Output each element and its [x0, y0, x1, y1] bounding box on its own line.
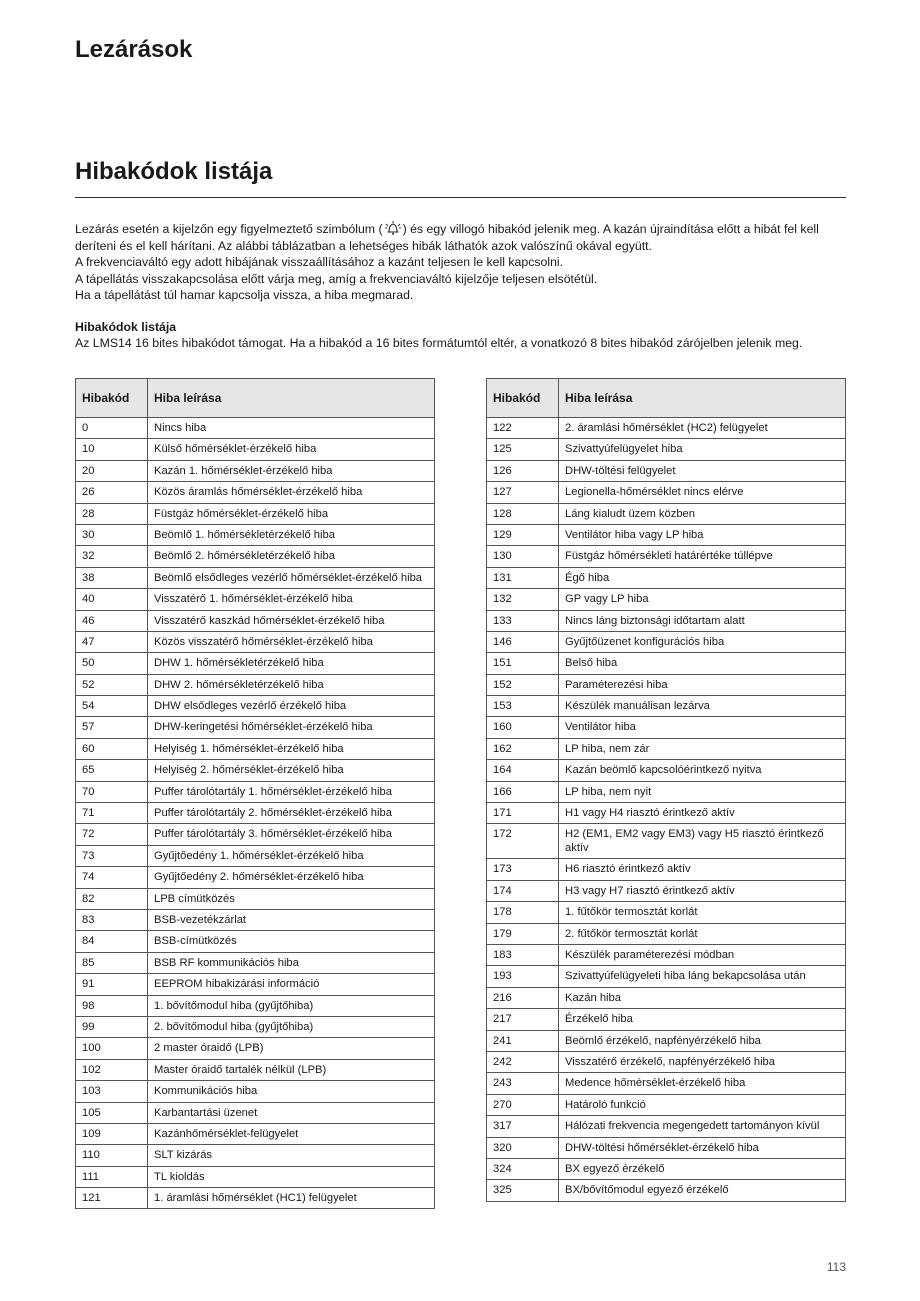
error-description-cell: LPB címütközés [148, 888, 435, 909]
error-description-cell: Nincs hiba [148, 418, 435, 439]
error-code-cell: 109 [76, 1123, 148, 1144]
table-row [487, 803, 846, 824]
error-code-cell: 98 [76, 995, 148, 1016]
error-description-cell: Füstgáz hőmérsékleti határértéke túllépve [559, 546, 846, 567]
error-description-cell: DHW-keringetési hőmérséklet-érzékelő hiba [148, 717, 435, 738]
error-description-cell: Visszatérő érzékelő, napfényérzékelő hiba [559, 1051, 846, 1072]
error-code-cell: 241 [487, 1030, 559, 1051]
list-description: Az LMS14 16 bites hibakódot támogat. Ha a hibakód a 16 bites formátumtól eltér, a vonatkozó 8 bites hibakód zárójelben jelenik meg. [75, 336, 803, 350]
error-description-cell: 2. áramlási hőmérséklet (HC2) felügyelet [559, 418, 846, 439]
error-code-cell: 160 [487, 717, 559, 738]
error-description-cell: Kommunikációs hiba [148, 1081, 435, 1102]
error-description-cell: Gyűjtőedény 2. hőmérséklet-érzékelő hiba [148, 867, 435, 888]
table-row [76, 1145, 435, 1166]
error-code-cell: 54 [76, 696, 148, 717]
error-description-cell: DHW 2. hőmérsékletérzékelő hiba [148, 674, 435, 695]
table-row [487, 944, 846, 965]
table-row [76, 439, 435, 460]
error-code-cell: 270 [487, 1094, 559, 1115]
column-header-code: Hibakód [487, 379, 559, 418]
error-description-cell: EEPROM hibakizárási információ [148, 974, 435, 995]
error-description-cell: LP hiba, nem nyit [559, 781, 846, 802]
table-row [76, 845, 435, 866]
table-row [487, 1180, 846, 1201]
error-code-cell: 71 [76, 803, 148, 824]
error-description-cell: 2. bővítőmodul hiba (gyűjtőhiba) [148, 1016, 435, 1037]
error-description-cell: Master óraidő tartalék nélkül (LPB) [148, 1059, 435, 1080]
table-row [487, 923, 846, 944]
error-code-cell: 102 [76, 1059, 148, 1080]
column-header-description: Hiba leírása [148, 379, 435, 418]
error-description-cell: DHW elsődleges vezérlő érzékelő hiba [148, 696, 435, 717]
error-description-cell: Közös visszatérő hőmérséklet-érzékelő hiba [148, 631, 435, 652]
table-row [487, 418, 846, 439]
error-description-cell: H1 vagy H4 riasztó érintkező aktív [559, 803, 846, 824]
table-row [487, 1158, 846, 1179]
table-row [487, 1073, 846, 1094]
intro-text-b: ) és egy villogó hibakód jelenik meg. A kazán újraindítása előtt a hibát fel kell deríteni és el kell hárítani. Az alábbi táblázatban a lehetséges hibák láthatók azok valószínű okával együtt. [75, 222, 819, 253]
table-row [76, 653, 435, 674]
error-code-cell: 152 [487, 674, 559, 695]
error-description-cell: Égő hiba [559, 567, 846, 588]
error-code-cell: 28 [76, 503, 148, 524]
error-code-cell: 133 [487, 610, 559, 631]
table-row [76, 460, 435, 481]
error-code-cell: 103 [76, 1081, 148, 1102]
error-code-cell: 70 [76, 781, 148, 802]
error-code-cell: 57 [76, 717, 148, 738]
table-row [76, 738, 435, 759]
error-code-table-left [75, 378, 435, 1209]
error-code-cell: 174 [487, 880, 559, 901]
error-description-cell: 2 master óraidő (LPB) [148, 1038, 435, 1059]
error-code-cell: 324 [487, 1158, 559, 1179]
table-row [487, 524, 846, 545]
table-row [76, 503, 435, 524]
error-description-cell: H6 riasztó érintkező aktív [559, 859, 846, 880]
error-description-cell: Készülék paraméterezési módban [559, 944, 846, 965]
error-code-cell: 32 [76, 546, 148, 567]
error-description-cell: Külső hőmérséklet-érzékelő hiba [148, 439, 435, 460]
error-description-cell: Készülék manuálisan lezárva [559, 696, 846, 717]
error-code-cell: 74 [76, 867, 148, 888]
table-row [76, 610, 435, 631]
alarm-bell-icon [383, 221, 403, 235]
error-description-cell: Kazán hiba [559, 987, 846, 1008]
error-description-cell: DHW-töltési hőmérséklet-érzékelő hiba [559, 1137, 846, 1158]
error-description-cell: Közös áramlás hőmérséklet-érzékelő hiba [148, 482, 435, 503]
table-row [487, 567, 846, 588]
error-code-cell: 171 [487, 803, 559, 824]
error-code-cell: 162 [487, 738, 559, 759]
error-description-cell: Belső hiba [559, 653, 846, 674]
column-header-description: Hiba leírása [559, 379, 846, 418]
error-description-cell: Gyűjtőedény 1. hőmérséklet-érzékelő hiba [148, 845, 435, 866]
error-code-cell: 105 [76, 1102, 148, 1123]
error-code-cell: 193 [487, 966, 559, 987]
table-row [76, 1016, 435, 1037]
table-row [76, 995, 435, 1016]
error-description-cell: Kazánhőmérséklet-felügyelet [148, 1123, 435, 1144]
error-code-cell: 110 [76, 1145, 148, 1166]
table-row [487, 610, 846, 631]
error-code-cell: 82 [76, 888, 148, 909]
error-description-cell: H3 vagy H7 riasztó érintkező aktív [559, 880, 846, 901]
table-row [487, 902, 846, 923]
error-description-cell: Legionella-hőmérséklet nincs elérve [559, 482, 846, 503]
error-description-cell: 1. bővítőmodul hiba (gyűjtőhiba) [148, 995, 435, 1016]
error-code-cell: 47 [76, 631, 148, 652]
error-code-cell: 125 [487, 439, 559, 460]
table-body-left [76, 418, 435, 1209]
error-description-cell: H2 (EM1, EM2 vagy EM3) vagy H5 riasztó érintkező aktív [559, 824, 846, 859]
error-code-table-right [486, 378, 846, 1202]
table-row [487, 1094, 846, 1115]
table-row [76, 931, 435, 952]
error-code-cell: 178 [487, 902, 559, 923]
table-row [76, 524, 435, 545]
error-code-cell: 10 [76, 439, 148, 460]
error-code-cell: 111 [76, 1166, 148, 1187]
error-description-cell: 1. fűtőkör termosztát korlát [559, 902, 846, 923]
error-description-cell: Karbantartási üzenet [148, 1102, 435, 1123]
table-row [487, 760, 846, 781]
error-description-cell: Beömlő 2. hőmérsékletérzékelő hiba [148, 546, 435, 567]
table-row [76, 1081, 435, 1102]
page-number: 113 [826, 1260, 846, 1274]
error-code-cell: 52 [76, 674, 148, 695]
table-row [487, 460, 846, 481]
error-code-cell: 84 [76, 931, 148, 952]
error-description-cell: LP hiba, nem zár [559, 738, 846, 759]
table-row [487, 859, 846, 880]
error-code-cell: 146 [487, 631, 559, 652]
error-code-cell: 131 [487, 567, 559, 588]
error-code-cell: 183 [487, 944, 559, 965]
error-code-cell: 317 [487, 1116, 559, 1137]
table-row [76, 1123, 435, 1144]
table-row [487, 674, 846, 695]
intro-text [75, 221, 846, 304]
error-code-cell: 73 [76, 845, 148, 866]
intro-paragraph-2: A frekvenciaváltó egy adott hibájának visszaállításához a kazánt teljesen le kell kapcsolni. [75, 255, 564, 269]
list-section [75, 319, 846, 351]
error-description-cell: BSB RF kommunikációs hiba [148, 952, 435, 973]
error-description-cell: Beömlő elsődleges vezérlő hőmérséklet-érzékelő hiba [148, 567, 435, 588]
error-description-cell: Beömlő érzékelő, napfényérzékelő hiba [559, 1030, 846, 1051]
error-description-cell: DHW 1. hőmérsékletérzékelő hiba [148, 653, 435, 674]
table-row [487, 1051, 846, 1072]
table-row [487, 696, 846, 717]
error-description-cell: Hálózati frekvencia megengedett tartományon kívül [559, 1116, 846, 1137]
table-row [76, 867, 435, 888]
table-row [76, 418, 435, 439]
table-row [487, 824, 846, 859]
table-row [76, 824, 435, 845]
error-code-cell: 153 [487, 696, 559, 717]
error-description-cell: Helyiség 2. hőmérséklet-érzékelő hiba [148, 760, 435, 781]
error-description-cell: Beömlő 1. hőmérsékletérzékelő hiba [148, 524, 435, 545]
error-description-cell: Puffer tárolótartály 3. hőmérséklet-érzékelő hiba [148, 824, 435, 845]
error-code-cell: 0 [76, 418, 148, 439]
error-code-cell: 132 [487, 589, 559, 610]
error-description-cell: SLT kizárás [148, 1145, 435, 1166]
table-row [487, 987, 846, 1008]
table-row [76, 909, 435, 930]
column-header-code: Hibakód [76, 379, 148, 418]
table-row [76, 803, 435, 824]
table-row [487, 546, 846, 567]
table-row [487, 631, 846, 652]
table-row [76, 631, 435, 652]
error-description-cell: Visszatérő kaszkád hőmérséklet-érzékelő hiba [148, 610, 435, 631]
table-row [487, 1116, 846, 1137]
error-code-cell: 91 [76, 974, 148, 995]
error-code-cell: 83 [76, 909, 148, 930]
table-row [76, 952, 435, 973]
error-description-cell: Láng kialudt üzem közben [559, 503, 846, 524]
error-description-cell: Ventilátor hiba vagy LP hiba [559, 524, 846, 545]
error-code-cell: 50 [76, 653, 148, 674]
table-row [487, 589, 846, 610]
table-row [487, 966, 846, 987]
error-code-cell: 30 [76, 524, 148, 545]
table-row [76, 760, 435, 781]
error-code-cell: 172 [487, 824, 559, 859]
error-code-cell: 85 [76, 952, 148, 973]
error-description-cell: TL kioldás [148, 1166, 435, 1187]
error-description-cell: BSB-vezetékzárlat [148, 909, 435, 930]
error-code-cell: 72 [76, 824, 148, 845]
table-body-right [487, 418, 846, 1202]
table-row [487, 880, 846, 901]
error-code-cell: 46 [76, 610, 148, 631]
table-row [76, 696, 435, 717]
table-header-row [487, 379, 846, 418]
error-description-cell: Szivattyúfelügyeleti hiba láng bekapcsolása után [559, 966, 846, 987]
error-description-cell: BSB-címütközés [148, 931, 435, 952]
error-code-cell: 122 [487, 418, 559, 439]
error-code-cell: 151 [487, 653, 559, 674]
error-code-cell: 325 [487, 1180, 559, 1201]
table-row [76, 589, 435, 610]
table-row [487, 738, 846, 759]
table-row [76, 1166, 435, 1187]
table-row [487, 781, 846, 802]
section-title: Lezárások [75, 36, 193, 63]
error-description-cell: Visszatérő 1. hőmérséklet-érzékelő hiba [148, 589, 435, 610]
table-row [76, 781, 435, 802]
error-description-cell: Nincs láng biztonsági időtartam alatt [559, 610, 846, 631]
title-divider [75, 197, 846, 198]
table-row [487, 503, 846, 524]
error-description-cell: Ventilátor hiba [559, 717, 846, 738]
table-header-row [76, 379, 435, 418]
error-code-cell: 217 [487, 1009, 559, 1030]
error-code-cell: 99 [76, 1016, 148, 1037]
error-code-cell: 65 [76, 760, 148, 781]
error-description-cell: 2. fűtőkör termosztát korlát [559, 923, 846, 944]
table-row [76, 888, 435, 909]
error-description-cell: Gyűjtőüzenet konfigurációs hiba [559, 631, 846, 652]
error-code-cell: 20 [76, 460, 148, 481]
error-code-cell: 60 [76, 738, 148, 759]
error-description-cell: Kazán beömlő kapcsolóérintkező nyitva [559, 760, 846, 781]
error-code-cell: 100 [76, 1038, 148, 1059]
table-row [76, 546, 435, 567]
table-row [487, 439, 846, 460]
error-code-cell: 320 [487, 1137, 559, 1158]
error-code-cell: 129 [487, 524, 559, 545]
error-code-cell: 126 [487, 460, 559, 481]
error-code-cell: 130 [487, 546, 559, 567]
error-code-cell: 121 [76, 1188, 148, 1209]
intro-paragraph-1 [75, 221, 846, 254]
error-description-cell: Füstgáz hőmérséklet-érzékelő hiba [148, 503, 435, 524]
error-description-cell: Szivattyúfelügyelet hiba [559, 439, 846, 460]
error-description-cell: Puffer tárolótartály 2. hőmérséklet-érzékelő hiba [148, 803, 435, 824]
error-description-cell: Paraméterezési hiba [559, 674, 846, 695]
error-description-cell: Puffer tárolótartály 1. hőmérséklet-érzékelő hiba [148, 781, 435, 802]
error-code-cell: 38 [76, 567, 148, 588]
table-row [76, 674, 435, 695]
table-row [76, 1059, 435, 1080]
intro-paragraph-3: A tápellátás visszakapcsolása előtt várja meg, amíg a frekvenciaváltó kijelzője teljesen elsötétül. [75, 271, 598, 286]
error-code-cell: 216 [487, 987, 559, 1008]
table-row [487, 482, 846, 503]
error-description-cell: BX egyező érzékelő [559, 1158, 846, 1179]
error-description-cell: GP vagy LP hiba [559, 589, 846, 610]
table-row [76, 1188, 435, 1209]
table-row [76, 482, 435, 503]
error-code-cell: 128 [487, 503, 559, 524]
intro-text-a: Lezárás esetén a kijelzőn egy figyelmeztető szimbólum ( [75, 222, 383, 236]
table-row [76, 717, 435, 738]
error-code-cell: 166 [487, 781, 559, 802]
error-code-cell: 242 [487, 1051, 559, 1072]
table-row [76, 1038, 435, 1059]
error-code-cell: 127 [487, 482, 559, 503]
error-code-cell: 164 [487, 760, 559, 781]
table-row [487, 1137, 846, 1158]
error-description-cell: Helyiség 1. hőmérséklet-érzékelő hiba [148, 738, 435, 759]
error-description-cell: Medence hőmérséklet-érzékelő hiba [559, 1073, 846, 1094]
table-row [76, 974, 435, 995]
intro-paragraph-4: Ha a tápellátást túl hamar kapcsolja vissza, a hiba megmarad. [75, 288, 414, 302]
table-row [487, 1030, 846, 1051]
list-heading: Hibakódok listája [75, 320, 177, 334]
error-code-cell: 243 [487, 1073, 559, 1094]
error-description-cell: Érzékelő hiba [559, 1009, 846, 1030]
error-code-cell: 40 [76, 589, 148, 610]
error-description-cell: BX/bővítőmodul egyező érzékelő [559, 1180, 846, 1201]
error-code-cell: 179 [487, 923, 559, 944]
error-description-cell: 1. áramlási hőmérséklet (HC1) felügyelet [148, 1188, 435, 1209]
error-description-cell: Kazán 1. hőmérséklet-érzékelő hiba [148, 460, 435, 481]
error-description-cell: Határoló funkció [559, 1094, 846, 1115]
table-row [76, 1102, 435, 1123]
table-row [76, 567, 435, 588]
error-code-cell: 26 [76, 482, 148, 503]
table-row [487, 1009, 846, 1030]
table-row [487, 717, 846, 738]
error-description-cell: DHW-töltési felügyelet [559, 460, 846, 481]
table-row [487, 653, 846, 674]
error-code-cell: 173 [487, 859, 559, 880]
page-title: Hibakódok listája [75, 158, 273, 185]
